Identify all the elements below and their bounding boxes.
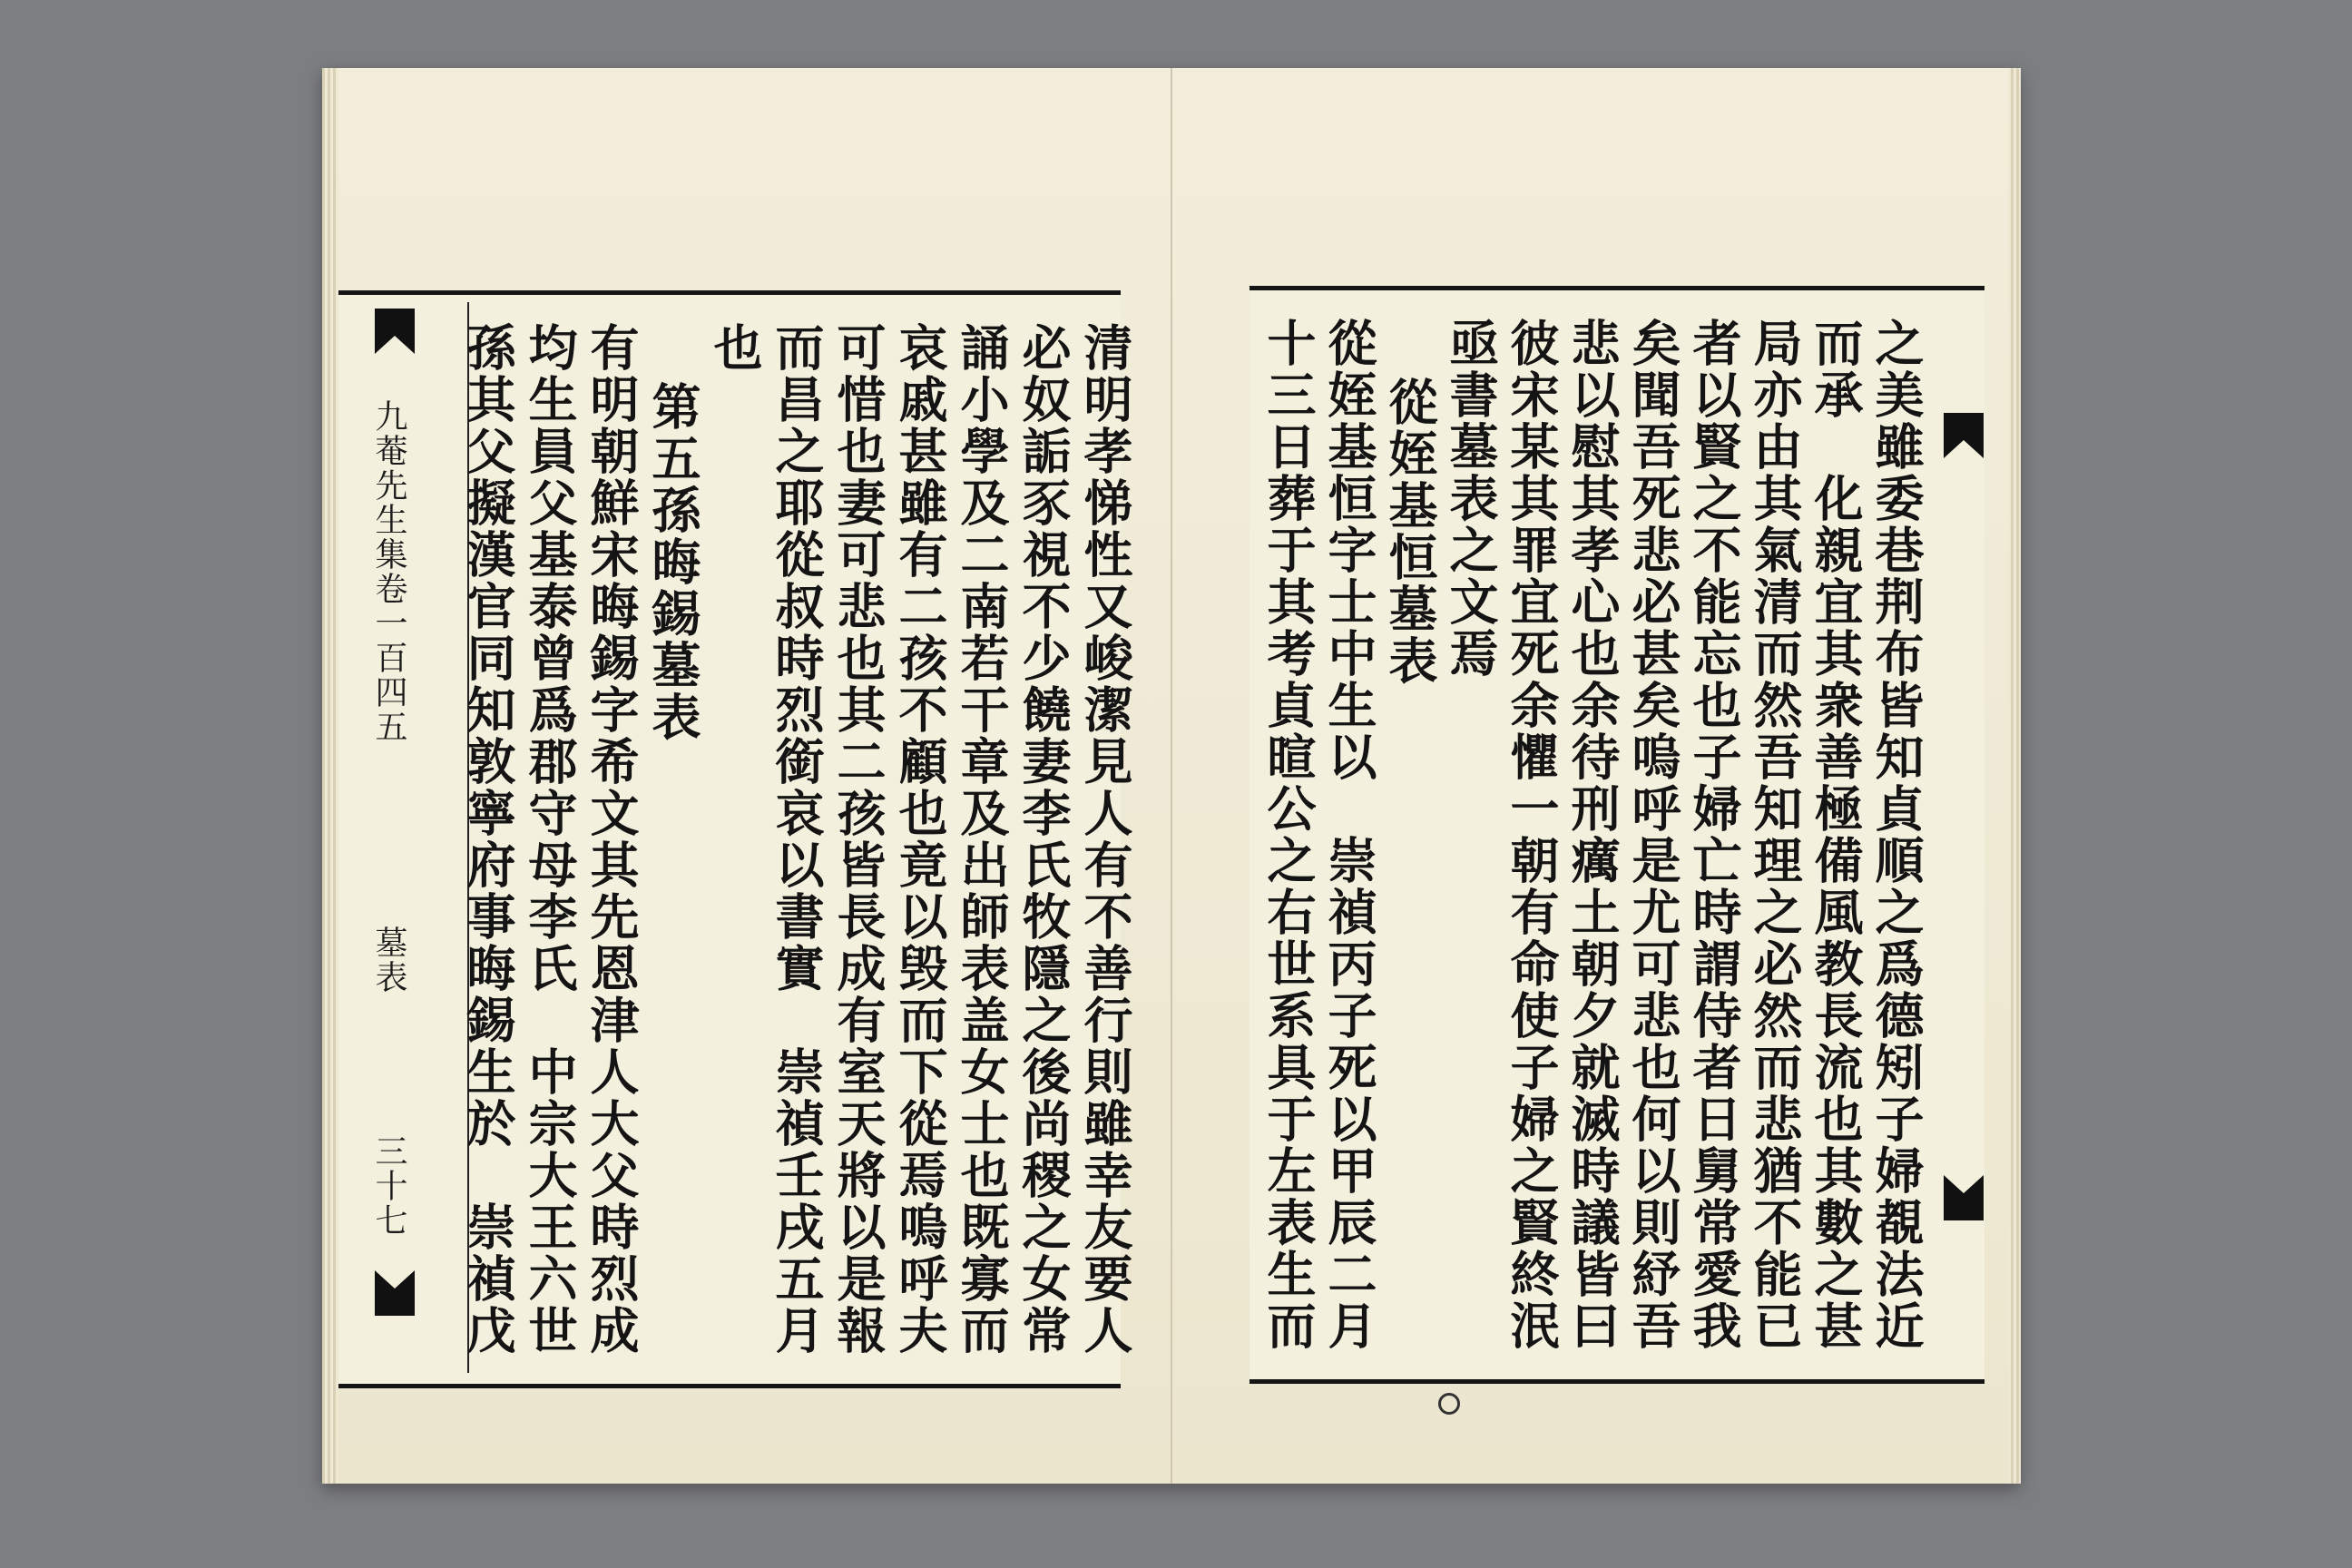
text-column: 也 <box>706 322 764 374</box>
text-column: 誦小學及二南若干章及出師表盖女士也既寡而 <box>953 322 1011 1357</box>
right-page <box>1171 68 2021 1484</box>
text-column: 清明孝悌性又峻潔見人有不善行則雖幸友要人 <box>1076 322 1134 1357</box>
text-column: 之美雖委巷荆布皆知貞順之爲德矧子婦覩法近 <box>1867 318 1926 1352</box>
book-title: 九菴先生集卷一百四五 <box>370 399 407 744</box>
text-column: 哀戚甚雖有二孩不顧也竟以毁而下從焉嗚呼夫 <box>891 322 949 1357</box>
lower-fishtail-mark <box>375 1270 415 1316</box>
section-heading: 第五孫晦錫墓表 <box>644 381 702 743</box>
left-page <box>322 68 1172 1484</box>
text-column: 悲以慰其孝心也余待刑癘土朝夕就滅時議皆曰 <box>1563 318 1622 1352</box>
section-heading: 從姪基恒墓表 <box>1381 377 1439 687</box>
text-column: 有明朝鮮宋晦錫字希文其先恩津人大父時烈成 <box>583 322 641 1357</box>
section-label: 墓表 <box>370 926 407 995</box>
text-column: 從姪基恒字士中生以 崇禎丙子死以甲辰二月 <box>1320 318 1378 1352</box>
text-column: 均生員父基泰曾爲郡守母李氏 中宗大王六世 <box>521 322 579 1357</box>
page-number: 三十七 <box>370 1134 407 1238</box>
text-column: 必奴詬豕視不少饒妻李氏牧隱之後尚稷之女常 <box>1014 322 1073 1357</box>
text-column: 彼宋某其罪宜死余懼一朝有命使子婦之賢終泯 <box>1503 318 1561 1352</box>
upper-fishtail-mark <box>375 309 415 354</box>
text-column: 而承 化親宜其衆善極備風教長流也其數之甚 <box>1807 318 1865 1352</box>
text-column: 者以賢之不能忘也子婦亡時謂侍者日舅常愛我 <box>1685 318 1743 1352</box>
text-column: 矣聞吾死悲必甚矣嗚呼是尤可悲也何以則紓吾 <box>1624 318 1682 1352</box>
text-column: 可惜也妻可悲也其二孩皆長成有室天將以是報 <box>829 322 887 1357</box>
text-column: 而昌之耶從叔時烈銜哀以書實 崇禎壬戌五月 <box>768 322 826 1357</box>
text-column: 局亦由其氣清而然吾知理之必然而悲猶不能已 <box>1746 318 1804 1352</box>
text-column: 亟書墓表之文焉 <box>1442 318 1500 680</box>
text-column: 孫其父擬漢官同知敦寧府事晦錫生於 崇禎戊 <box>459 322 517 1357</box>
ink-mark <box>1438 1393 1460 1415</box>
text-column: 十三日葬于其考貞暄公之右世系具于左表生而 <box>1259 318 1318 1352</box>
fold-strip <box>338 290 466 1379</box>
open-book <box>322 68 2019 1484</box>
